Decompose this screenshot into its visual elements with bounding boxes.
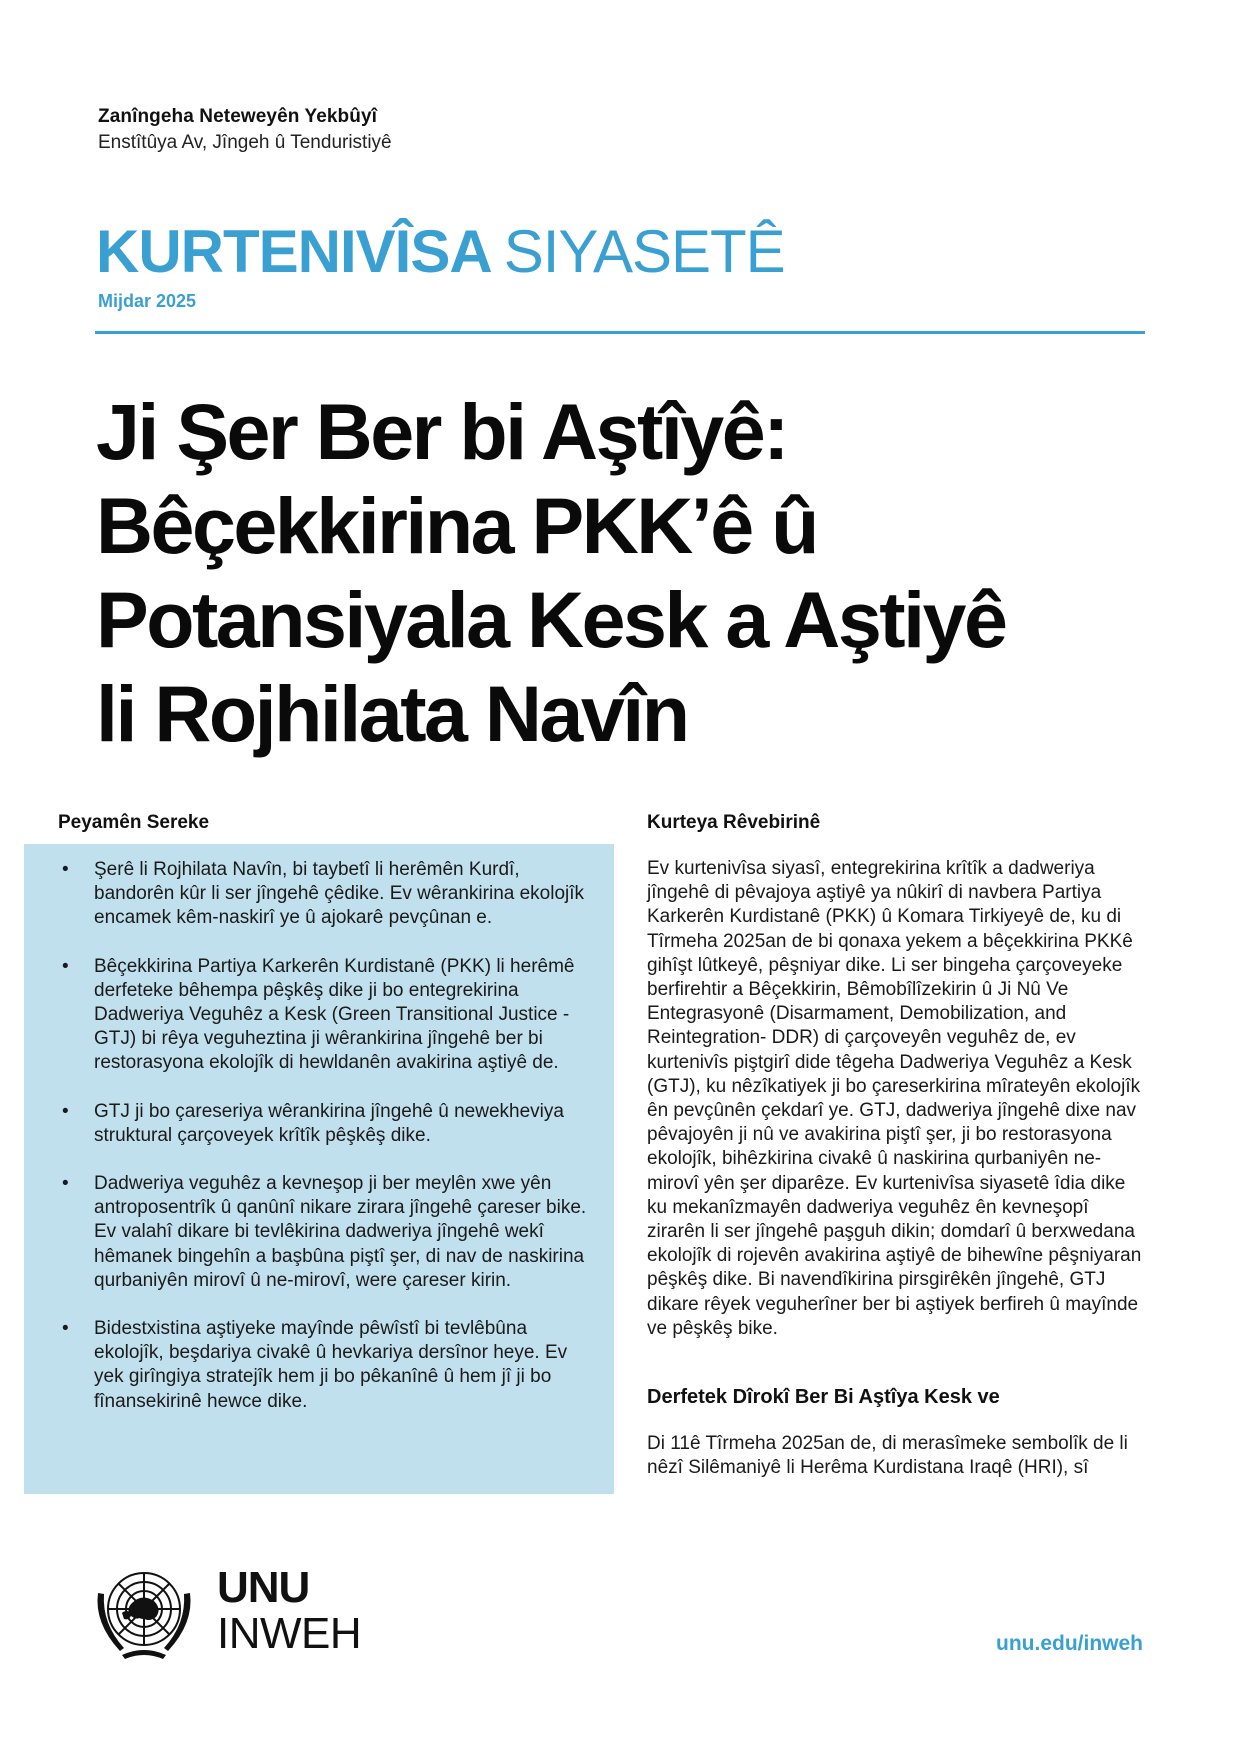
series-title-bold: KURTENIVÎSA <box>96 218 492 285</box>
bullet-icon: • <box>62 1318 69 1340</box>
list-item <box>24 1100 614 1148</box>
page-title <box>96 385 1156 761</box>
key-messages-heading: Peyamên Sereke <box>58 812 210 833</box>
series-title-light: SIYASETÊ <box>503 218 785 285</box>
title-line: li Rojhilata Navîn <box>96 669 688 758</box>
list-item-text: GTJ ji bo çareseriya wêrankirina jîngehê û newekheviya struktural çarçoveyek krîtîk pêşkêş dike. <box>94 1100 564 1146</box>
title-line: Bêçekkirina PKK’ê û <box>96 481 817 570</box>
summary-body: Ev kurtenivîsa siyasî, entegrekirina krîtîk a dadweriya jîngehê di pêvajoya aştiyê ya nûkirî di navbera Partiya Karkerên Kurdistanê (PKK) û Komara Tirkiyeyê de, ku di Tîrmeha 2025an de bi qonaxa yekem a bêçekkirina PKKê gihîşt lûtkeyê, pêşniyar dike. Li ser bingeha çarçoveyeke berfirehtir a Bêçekkirin, Bêmobîlîzekirin û Ji Nû Ve Entegrasyonê (Disarmament, Demobilization, and Reintegration- DDR) di çarçoveyên veguhêz de, ev kurtenivîs piştgirî dide têgeha Dadweriya Veguhêz a Kesk (GTJ), ku nêzîkatiyek ji bo çareserkirina mîrateyên ekolojîk ên pevçûnên çekdarî ye. GTJ, dadweriya jîngehê dixe nav pêvajoyên ji nû ve avakirina piştî şer, ji bo restorasyona ekolojîk, bihêzkirina civakê û naskirina qurbaniyên ne-mirovî yên şer diparêze. Ev kurtenivîsa siyasetê îdia dike ku mekanîzmayên dadweriya veguhêz ên kevneşopî zirarên li ser jîngehê paşguh dikin; domdarî û berxwedana ekolojîk di rojevên avakirina aştiyê de bihewîne pêşniyaran pêşkêş dike. Bi navendîkirina pirsgirêkên jîngehê, GTJ dikare rêyek veguherîner ber bi aştiyek berfireh û mayînde ve pêşkêş bike. <box>647 858 1142 1339</box>
logo-wordmark-inweh: INWEH <box>217 1609 362 1658</box>
website-link[interactable]: unu.edu/inweh <box>996 1632 1143 1655</box>
list-item-text: Şerê li Rojhilata Navîn, bi taybetî li herêmên Kurdî, bandorên kûr li ser jîngehê çêdike. Ev wêrankirina ekolojîk encamek kêm-naskirî ye û ajokarê pevçûnan e. <box>94 859 585 929</box>
title-line: Potansiyala Kesk a Aştiyê <box>96 575 1006 664</box>
list-item <box>24 858 614 931</box>
bullet-icon: • <box>62 1173 69 1195</box>
key-messages-box <box>24 844 614 1494</box>
bullet-icon: • <box>62 1100 69 1122</box>
publication-date: Mijdar 2025 <box>98 291 197 311</box>
list-item-text: Dadweriya veguhêz a kevneşop ji ber meylên xwe yên antroposentrîk û qanûnî nikare zirara jîngehê çareser bike. Ev valahî dikare bi tevlêkirina dadweriya jîngehê wekî hêmanek bingehîn a başbûna piştî şer, di nav de naskirina qurbaniyên mirovî û ne-mirovî, were çareser kirin. <box>94 1173 587 1291</box>
header-divider <box>95 331 1145 334</box>
list-item <box>24 1317 614 1414</box>
logo-wordmark-unu: UNU <box>217 1563 310 1612</box>
org-name: Zanîngeha Neteweyên Yekbûyî <box>98 106 378 127</box>
org-institute: Enstîtûya Av, Jîngeh û Tenduristiyê <box>98 132 392 153</box>
summary-heading: Kurteya Rêvebirinê <box>647 812 821 833</box>
bullet-icon: • <box>62 955 69 977</box>
list-item-text: Bêçekkirina Partiya Karkerên Kurdistanê (PKK) li herêmê derfeteke bêhempa pêşkêş dike ji bo entegrekirina Dadweriya Veguhêz a Kesk (Green Transitional Justice -GTJ) bi rêya veguheztina ji wêrankirina jîngehê ber bi restorasyona ekolojîk di hewldanên avakirina aştiyê de. <box>94 955 575 1074</box>
section-body: Di 11ê Tîrmeha 2025an de, di merasîmeke sembolîk de li nêzî Silêmaniyê li Herêma Kurdistana Iraqê (HRI), sî <box>647 1433 1128 1479</box>
title-line: Ji Şer Ber bi Aştîyê: <box>96 387 787 476</box>
un-emblem-icon <box>92 1563 196 1665</box>
key-messages-list <box>24 858 614 1438</box>
bullet-icon: • <box>62 859 69 880</box>
list-item <box>24 955 614 1076</box>
list-item <box>24 1172 614 1293</box>
list-item-text: Bidestxistina aştiyeke mayînde pêwîstî bi tevlêbûna ekolojîk, beşdariya civakê û hevkariya dersînor heye. Ev yek girîngiya stratejîk hem ji bo pêkanînê û hem jî ji bo fînansekirinê hewce dike. <box>94 1318 568 1412</box>
series-title <box>96 218 785 285</box>
section-heading: Derfetek Dîrokî Ber Bi Aştîya Kesk ve <box>647 1386 1000 1408</box>
